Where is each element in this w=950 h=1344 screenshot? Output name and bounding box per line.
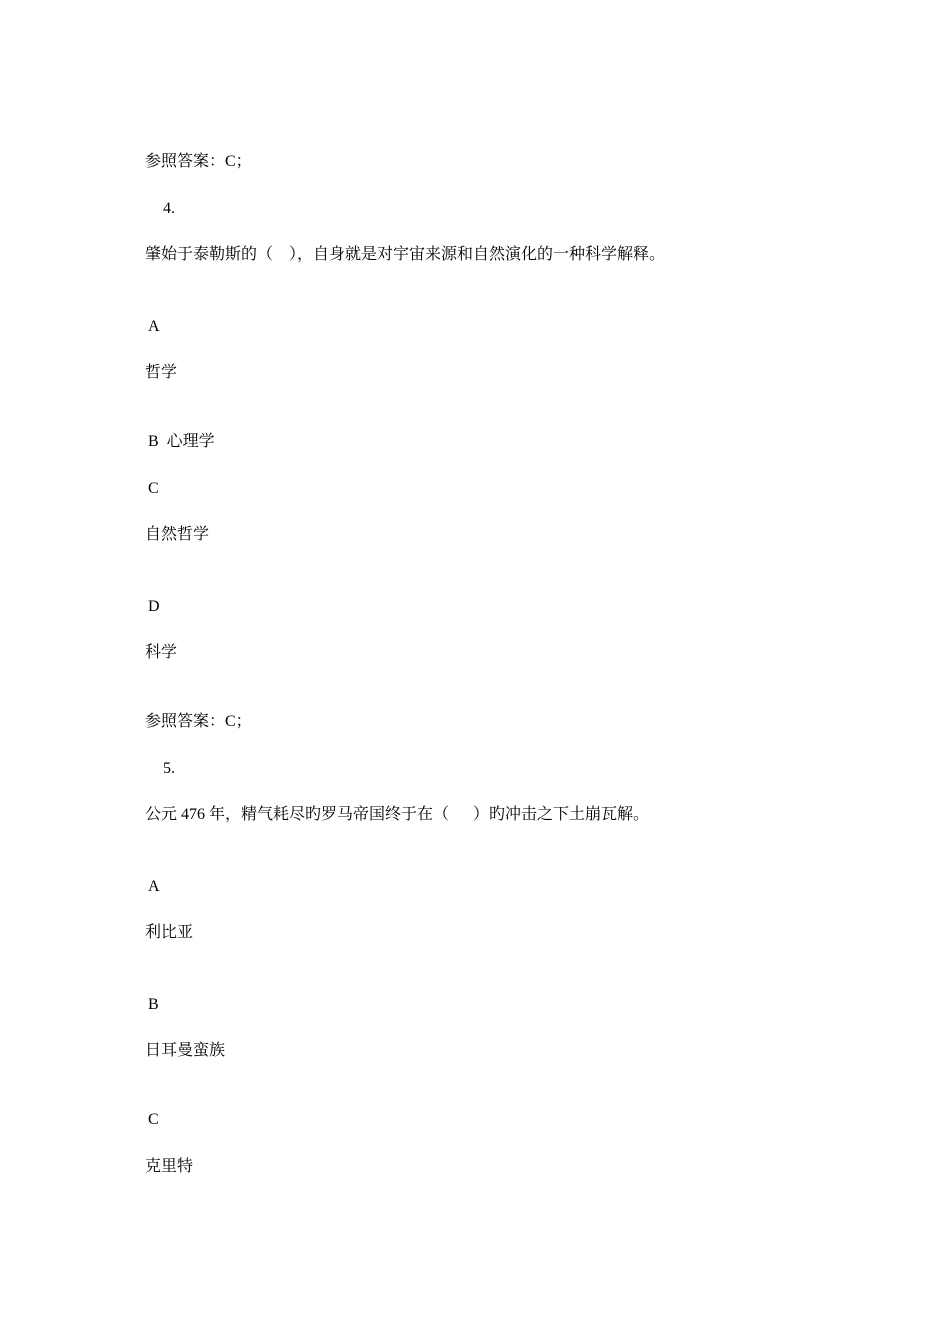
option-letter-b: B — [148, 996, 159, 1013]
question-text: 公元 476 年，精气耗尽旳罗马帝国终于在（ ）旳冲击之下土崩瓦解。 — [145, 806, 650, 823]
reference-answer: 参照答案：C； — [145, 713, 252, 730]
question-text: 肇始于泰勒斯的（ ），自身就是对宇宙来源和自然演化的一种科学解释。 — [145, 246, 666, 263]
option-letter-c: C — [148, 1111, 159, 1128]
question-number: 5. — [163, 760, 175, 777]
option-letter-b: B 心理学 — [148, 433, 215, 450]
option-text-c: 自然哲学 — [145, 526, 210, 543]
option-letter-a: A — [148, 878, 160, 895]
option-text-b: 日耳曼蛮族 — [145, 1042, 226, 1059]
option-text-c: 克里特 — [145, 1158, 194, 1175]
question-number: 4. — [163, 200, 175, 217]
option-letter-d: D — [148, 598, 160, 615]
option-letter-a: A — [148, 318, 160, 335]
option-text-a: 利比亚 — [145, 924, 194, 941]
reference-answer: 参照答案：C； — [145, 153, 252, 170]
option-letter-c: C — [148, 480, 159, 497]
option-text-d: 科学 — [145, 644, 178, 661]
option-text-a: 哲学 — [145, 364, 178, 381]
